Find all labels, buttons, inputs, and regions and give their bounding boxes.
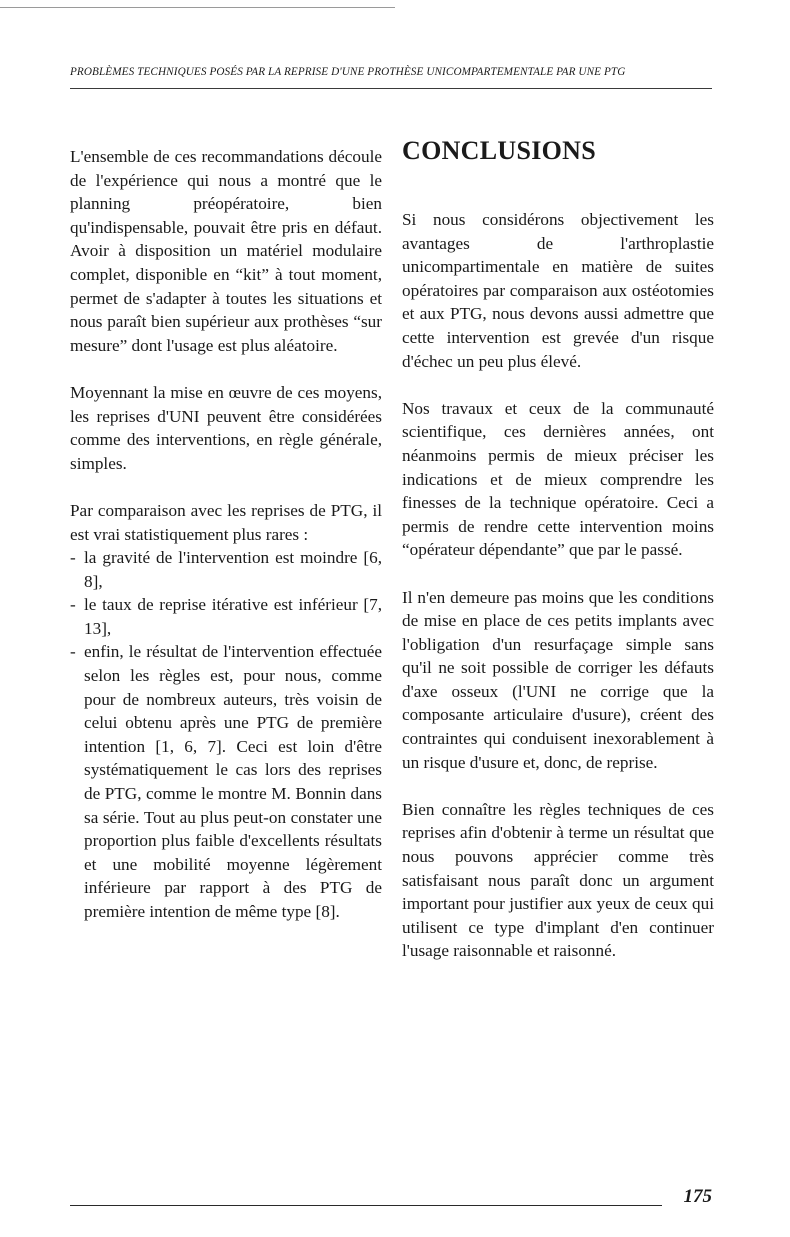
- right-paragraph-1: Si nous considérons objectivement les avantages de l'arthroplastie unicompartimentale en matière de suites opératoires par comparaison aux ostéotomies et aux PTG, nous devons aussi admettre que cette intervention est grevée d'un risque d'échec un peu plus élevé.: [402, 210, 714, 371]
- running-header: PROBLÈMES TECHNIQUES POSÉS PAR LA REPRISE D'UNE PROTHÈSE UNICOMPARTEMENTALE PAR UNE PTG: [70, 66, 626, 78]
- left-paragraph-1: L'ensemble de ces recommandations découle de l'expérience qui nous a montré que le planning préopératoire, bien qu'indispensable, pouvait être pris en défaut. Avoir à disposition un matériel modulaire complet, disponible en “kit” à tout moment, permet de s'adapter à toutes les situations et nous paraît bien supérieur aux prothèses “sur mesure” dont l'usage est plus aléatoire.: [70, 147, 382, 355]
- header-rule: [70, 88, 712, 89]
- page-number: 175: [683, 1186, 712, 1207]
- left-paragraph-2: Moyennant la mise en œuvre de ces moyens, les reprises d'UNI peuvent être considérées comme des interventions, en règle générale, simples.: [70, 382, 382, 473]
- left-column: [70, 145, 382, 924]
- list-item: - le taux de reprise itérative est inférieur [7, 13],: [70, 593, 382, 640]
- comparison-list: [70, 546, 382, 924]
- right-paragraph-2: Nos travaux et ceux de la communauté scientifique, ces dernières années, ont néanmoins permis de mieux préciser les indications et de mieux comprendre les finesses de la technique opératoire. Ceci a permis de rendre cette intervention moins “opérateur dépendante” que par le passé.: [402, 398, 714, 560]
- list-item: - enfin, le résultat de l'intervention effectuée selon les règles est, pour nous, comme pour de nombreux auteurs, très voisin de celui obtenu après une PTG de première intention [1, 6, 7]. Ceci est loin d'être systématiquement le cas lors des reprises de PTG, comme le montre M. Bonnin dans sa série. Tout au plus peut-on constater une proportion plus faible d'excellents résultats et une mobilité moyenne légèrement inférieure par rapport à des PTG de première intention de même type [8].: [70, 640, 382, 923]
- right-paragraph-3: Il n'en demeure pas moins que les conditions de mise en place de ces petits implants avec l'obligation d'un resurfaçage simple sans qu'il ne soit possible de corriger les défauts d'axe osseux (l'UNI ne corrige que la composante articulaire d'usure), créent des contraintes qui conduisent inexorablement à un risque d'usure et, donc, de reprise.: [402, 587, 714, 772]
- list-item: - la gravité de l'intervention est moindre [6, 8],: [70, 546, 382, 593]
- right-column: [402, 136, 714, 987]
- top-scan-edge-rule: [0, 7, 395, 8]
- footer-rule: [70, 1205, 662, 1206]
- left-paragraph-3: Par comparaison avec les reprises de PTG, il est vrai statistiquement plus rares :: [70, 500, 382, 544]
- right-paragraph-4: Bien connaître les règles techniques de ces reprises afin d'obtenir à terme un résultat que nous pouvons apprécier comme très satisfaisant nous paraît donc un argument important pour justifier aux yeux de ceux qui utilisent ce type d'implant d'en continuer l'usage raisonnable et raisonné.: [402, 799, 714, 961]
- conclusions-heading: CONCLUSIONS: [402, 136, 597, 165]
